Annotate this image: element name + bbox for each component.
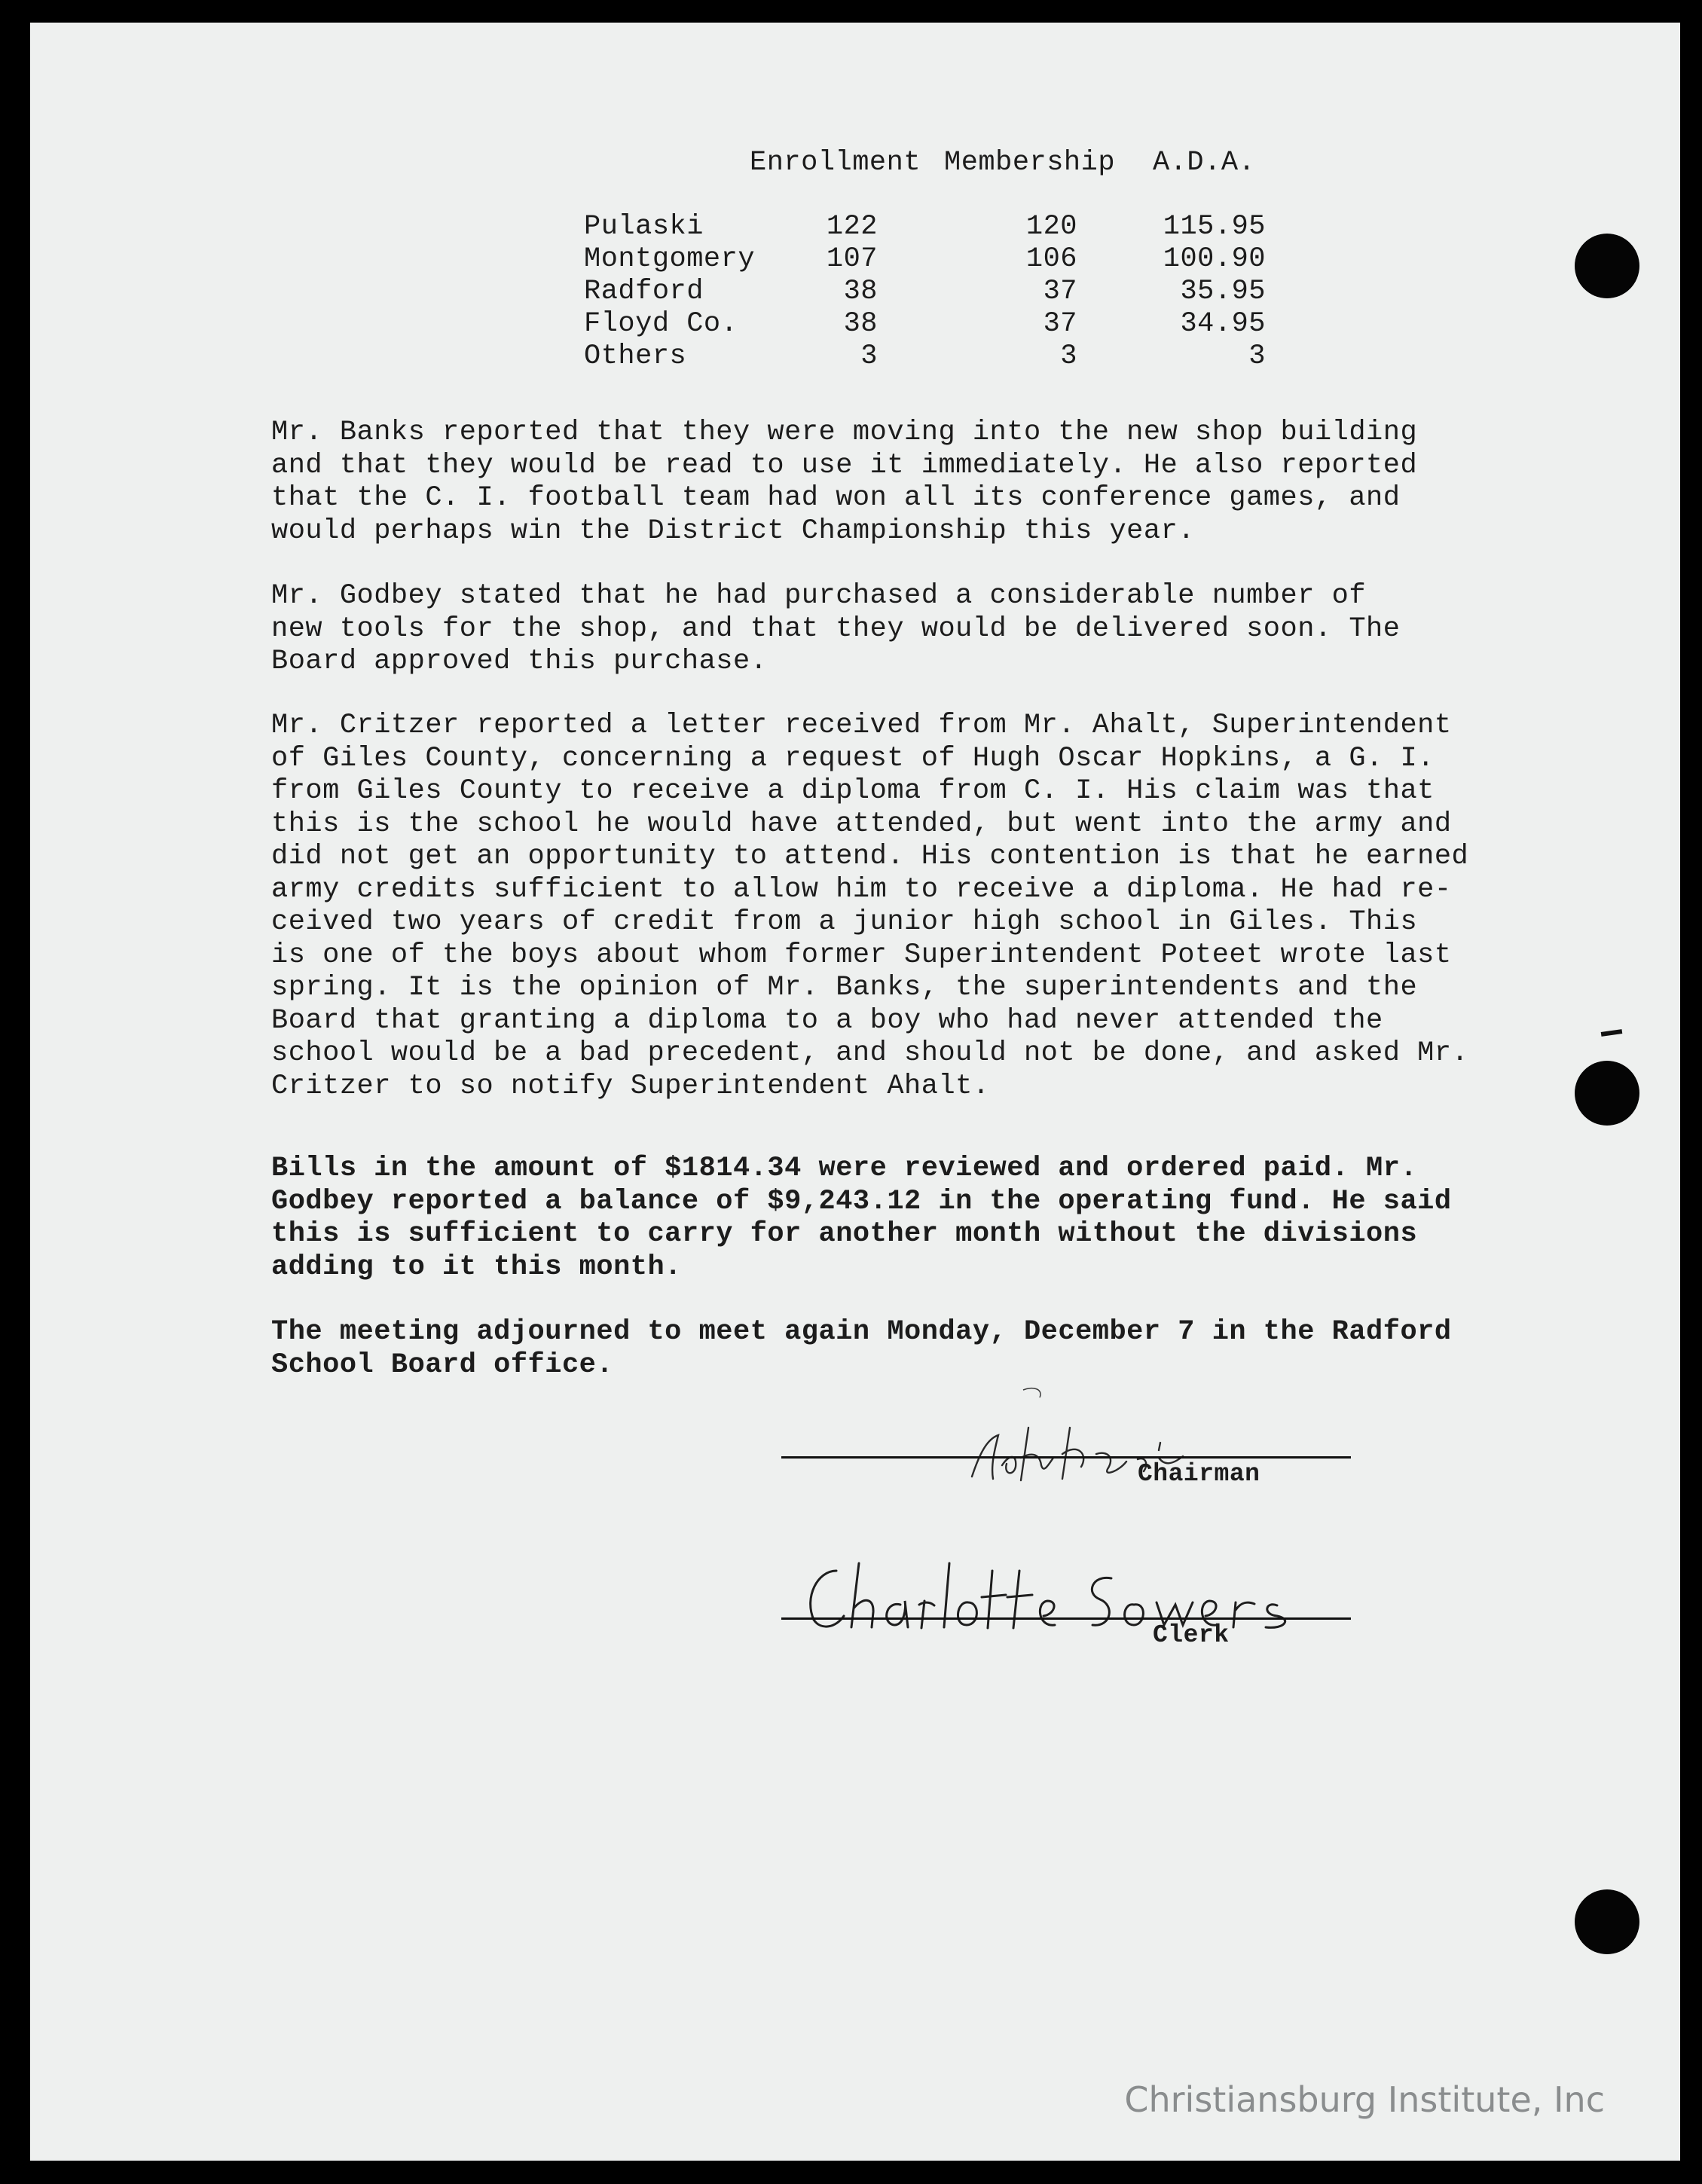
table-row xyxy=(30,341,1680,374)
row-membership: 3 xyxy=(1060,341,1077,372)
clerk-signature-line xyxy=(781,1617,1351,1620)
text-line: of Giles County, concerning a request of Hugh Oscar Hopkins, a G. I. xyxy=(271,742,1435,774)
text-line: from Giles County to receive a diploma from C. I. His claim was that xyxy=(271,775,1435,807)
row-name: Radford xyxy=(584,276,704,307)
paragraph-bills xyxy=(271,1153,1452,1284)
stats-table xyxy=(30,23,1680,414)
paper-mark xyxy=(1601,1029,1623,1037)
row-ada: 34.95 xyxy=(1180,308,1266,340)
header-enrollment: Enrollment xyxy=(750,147,921,179)
row-name: Pulaski xyxy=(584,211,704,243)
text-line: would perhaps win the District Championship this year. xyxy=(271,515,1195,547)
paragraph-shop-building xyxy=(271,417,1447,548)
row-enrollment: 107 xyxy=(826,243,878,275)
table-row xyxy=(30,243,1680,276)
punch-hole-middle xyxy=(1575,1061,1639,1126)
table-row xyxy=(30,276,1680,309)
text-line: The meeting adjourned to meet again Monday, December 7 in the Radford xyxy=(271,1316,1452,1348)
clerk-signature xyxy=(795,1556,1337,1646)
table-row xyxy=(30,211,1680,244)
watermark: Christiansburg Institute, Inc xyxy=(1124,2079,1605,2120)
text-line: army credits sufficient to allow him to receive a diploma. He had re- xyxy=(271,873,1452,906)
paragraph-diploma-request xyxy=(271,710,1477,1103)
row-ada: 115.95 xyxy=(1163,211,1266,243)
text-line: that the C. I. football team had won all its conference games, and xyxy=(271,482,1401,514)
row-name: Montgomery xyxy=(584,243,756,275)
table-header-row xyxy=(30,147,1680,180)
text-line: Bills in the amount of $1814.34 were reviewed and ordered paid. Mr. xyxy=(271,1153,1418,1184)
row-membership: 37 xyxy=(1043,308,1077,340)
punch-hole-bottom xyxy=(1575,1889,1639,1954)
paragraph-adjourned xyxy=(271,1316,1452,1382)
paragraph-tools-purchase xyxy=(271,580,1447,679)
table-row xyxy=(30,308,1680,341)
text-line: and that they would be read to use it immediately. He also reported xyxy=(271,449,1418,481)
row-name: Others xyxy=(584,341,687,372)
punch-hole-top xyxy=(1575,234,1639,298)
text-line: is one of the boys about whom former Superintendent Poteet wrote last xyxy=(271,939,1452,971)
row-ada: 35.95 xyxy=(1180,276,1266,307)
text-line: this is sufficient to carry for another month without the divisions xyxy=(271,1218,1418,1250)
header-ada: A.D.A. xyxy=(1153,147,1256,179)
text-line: school would be a bad precedent, and should not be done, and asked Mr. xyxy=(271,1037,1469,1069)
text-line: this is the school he would have attended, but went into the army and xyxy=(271,808,1452,840)
text-line: Mr. Critzer reported a letter received from Mr. Ahalt, Superintendent xyxy=(271,710,1452,741)
row-ada: 100.90 xyxy=(1163,243,1266,275)
text-line: did not get an opportunity to attend. His contention is that he earned xyxy=(271,841,1469,872)
row-enrollment: 38 xyxy=(843,276,878,307)
header-membership: Membership xyxy=(944,147,1116,179)
clerk-label: Clerk xyxy=(1153,1621,1230,1649)
row-ada: 3 xyxy=(1248,341,1266,372)
chairman-signature-line xyxy=(781,1456,1351,1459)
text-line: Godbey reported a balance of $9,243.12 in the operating fund. He said xyxy=(271,1185,1452,1217)
document-page xyxy=(30,23,1680,2161)
row-membership: 37 xyxy=(1043,276,1077,307)
row-enrollment: 38 xyxy=(843,308,878,340)
text-line: Critzer to so notify Superintendent Ahalt. xyxy=(271,1070,990,1102)
row-enrollment: 122 xyxy=(826,211,878,243)
text-line: School Board office. xyxy=(271,1349,614,1381)
row-enrollment: 3 xyxy=(860,341,878,372)
text-line: Board approved this purchase. xyxy=(271,646,768,677)
text-line: Mr. Godbey stated that he had purchased a considerable number of xyxy=(271,580,1367,612)
chairman-label: Chairman xyxy=(1138,1460,1260,1488)
text-line: new tools for the shop, and that they would be delivered soon. The xyxy=(271,612,1401,645)
row-membership: 106 xyxy=(1025,243,1077,275)
text-line: Board that granting a diploma to a boy who had never attended the xyxy=(271,1004,1383,1037)
text-line: ceived two years of credit from a junior high school in Giles. This xyxy=(271,906,1418,938)
text-line: spring. It is the opinion of Mr. Banks, the superintendents and the xyxy=(271,972,1418,1003)
text-line: Mr. Banks reported that they were moving into the new shop building xyxy=(271,417,1418,448)
row-name: Floyd Co. xyxy=(584,308,738,340)
text-line: adding to it this month. xyxy=(271,1251,682,1283)
row-membership: 120 xyxy=(1025,211,1077,243)
